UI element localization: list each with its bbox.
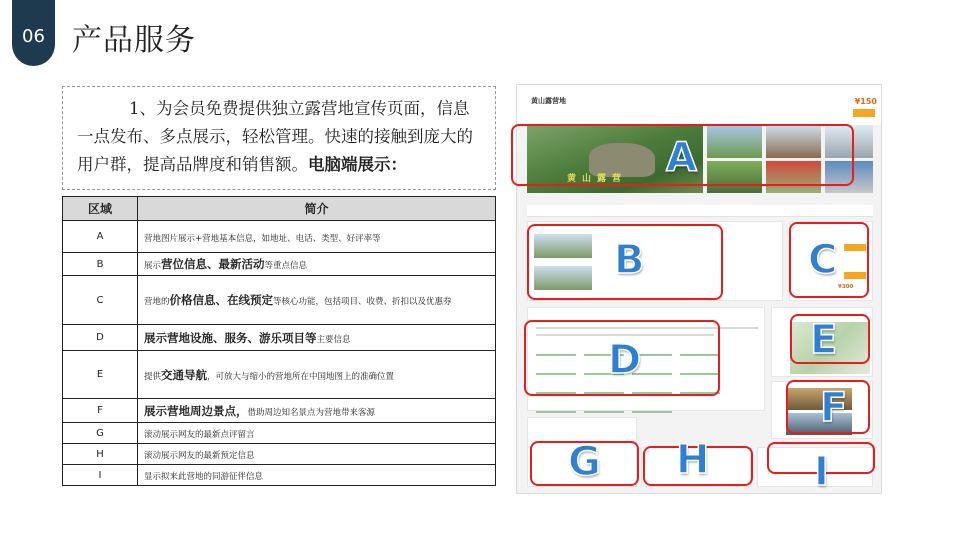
region-key: A (63, 221, 138, 253)
table-header-row (63, 197, 496, 221)
intro-text: 1、为会员免费提供独立露营地宣传页面，信息一点发布、多点展示，轻松管理。快速的接触到庞大的用户群，提高品牌度和销售额。 (77, 99, 473, 174)
section-number-tab (12, 0, 55, 66)
section-number: 06 (22, 25, 45, 47)
region-table (62, 196, 496, 486)
table-row (63, 351, 496, 399)
table-row (63, 465, 496, 486)
table-row (63, 423, 496, 444)
region-desc: 展示营地周边景点，借助周边知名景点为营地带来客源 (138, 399, 496, 423)
book-button[interactable] (853, 109, 875, 117)
region-desc: 滚动展示网友的最新点评留言 (138, 423, 496, 444)
region-letter-i: I (814, 449, 829, 495)
table-row (63, 253, 496, 276)
region-key: D (63, 325, 138, 351)
region-letter-g: G (568, 439, 601, 485)
region-desc: 提供交通导航，可放大与缩小的营地所在中国地图上的准确位置 (138, 351, 496, 399)
region-desc: 营地的价格信息、在线预定等核心功能，包括项目、收费、折扣以及优惠券 (138, 276, 496, 325)
page-title: 产品服务 (72, 23, 196, 58)
region-letter-d: D (608, 337, 642, 383)
table-row (63, 325, 496, 351)
intro-bold-text: 电脑端展示： (308, 155, 407, 174)
region-letter-f: F (820, 385, 848, 431)
region-letter-e: E (810, 317, 838, 363)
table-row (63, 221, 496, 253)
table-header-region: 区域 (63, 197, 138, 221)
region-desc: 展示营地设施、服务、游乐项目等主要信息 (138, 325, 496, 351)
table-header-summary: 简介 (138, 197, 496, 221)
region-desc: 显示拟来此营地的同游征伴信息 (138, 465, 496, 486)
camp-price: ¥150 (854, 97, 877, 106)
region-letter-h: H (676, 437, 710, 483)
region-letter-b: B (614, 237, 645, 283)
photo-sign-text: 黄山露营 (567, 174, 628, 184)
region-desc: 营地图片展示+营地基本信息，如地址、电话、类型、好评率等 (138, 221, 496, 253)
region-key: F (63, 399, 138, 423)
intro-paragraph (62, 86, 496, 190)
region-key: C (63, 276, 138, 325)
camp-name: 黄山露营地 (531, 97, 566, 105)
region-desc: 滚动展示网友的最新预定信息 (138, 444, 496, 465)
region-key: B (63, 253, 138, 276)
region-desc: 展示营位信息、最新活动等重点信息 (138, 253, 496, 276)
region-key: E (63, 351, 138, 399)
camp-header (517, 85, 882, 125)
region-key: H (63, 444, 138, 465)
table-row (63, 399, 496, 423)
page-tabs (527, 205, 873, 217)
region-letter-c: C (808, 237, 838, 283)
region-letter-a: A (666, 135, 697, 181)
region-key: I (63, 465, 138, 486)
table-row (63, 444, 496, 465)
side-price: ¥300 (838, 284, 854, 290)
region-key: G (63, 423, 138, 444)
table-row (63, 276, 496, 325)
